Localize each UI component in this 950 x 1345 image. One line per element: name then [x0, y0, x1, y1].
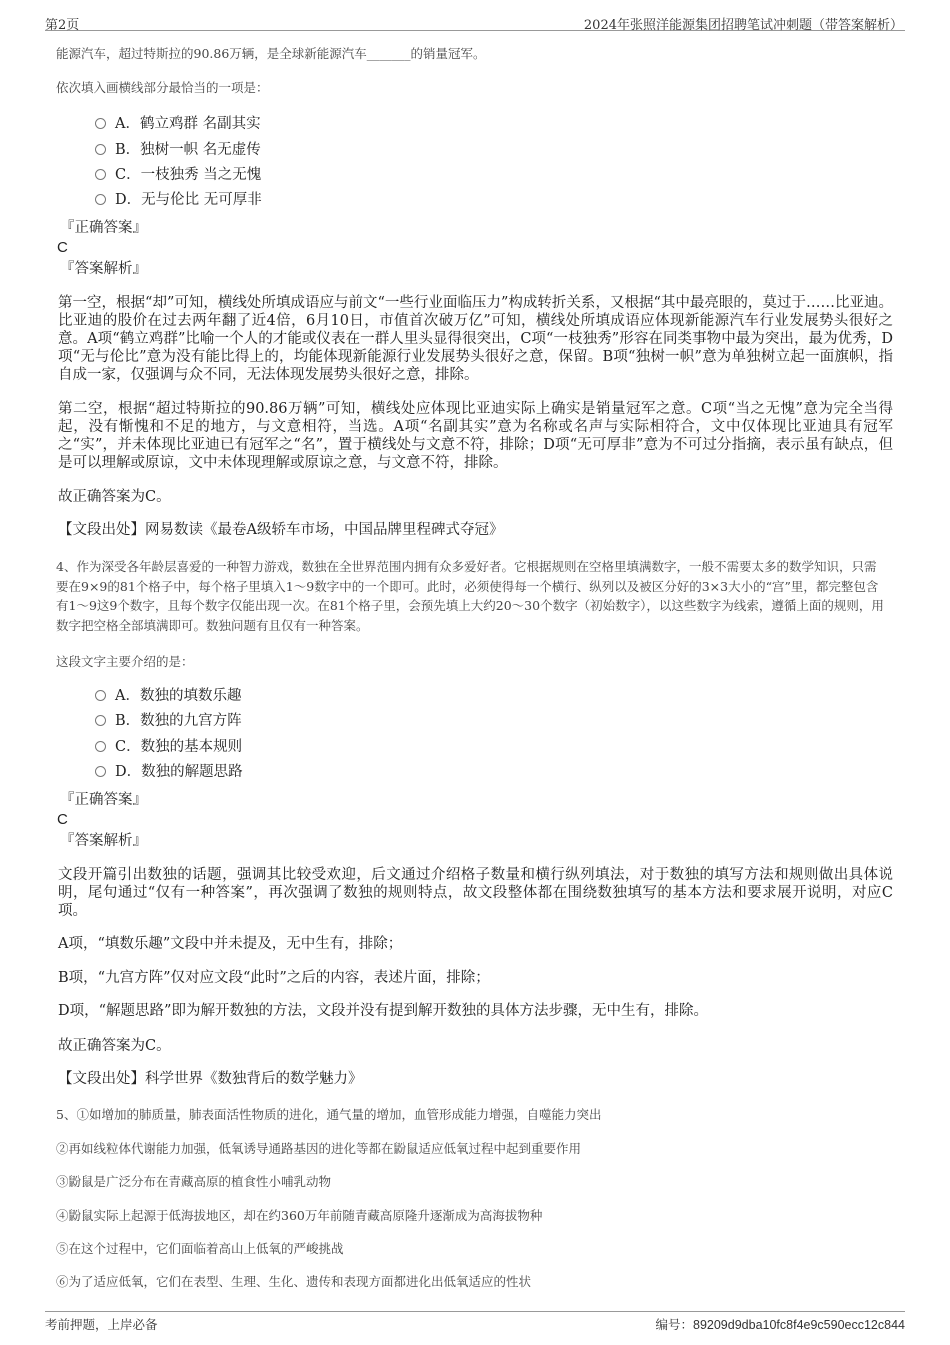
q3-source: 【文段出处】网易数读《最卷A级轿车市场，中国品牌里程碑式夺冠》 — [58, 522, 504, 538]
q4-conclusion: 故正确答案为C。 — [58, 1038, 171, 1054]
q3-analysis-paragraph-2: 第二空，根据“超过特斯拉的90.86万辆”可知，横线处应体现比亚迪实际上确实是销量冠军之意。C项“当之无愧”意为完全当得起，没有惭愧和不足的地方，与文意相符，当选。A项“名副其实”意为名称或名声与实际相符合，文中仅体现比亚迪具有冠军之“实”，并未体现比亚迪已有冠军之“名”，置于横线处与文意不符，排除；D项“无可厚非”意为不可过分指摘，表示虽有缺点，但是可以理解或原谅，文中未体现理解或原谅之意，与文意不符，排除。 — [58, 401, 893, 471]
q3-stem-tail: 能源汽车，超过特斯拉的90.86万辆，是全球新能源汽车_______的销量冠军。 — [56, 46, 486, 61]
q3-answer: C — [57, 239, 68, 256]
q4-analysis-label: 『答案解析』 — [60, 833, 147, 849]
q4-option-b[interactable]: B．数独的九宫方阵 — [95, 711, 242, 731]
q5-sentence-2: ②再如线粒体代谢能力加强，低氧诱导通路基因的进化等都在鼢鼠适应低氧过程中起到重要作用 — [56, 1141, 582, 1156]
q4-analysis-a: A项，“填数乐趣”文段中并未提及，无中生有，排除； — [58, 936, 403, 952]
q3-analysis-paragraph-1: 第一空，根据“却”可知，横线处所填成语应与前文“一些行业面临压力”构成转折关系，又根据“其中最亮眼的，莫过于……比亚迪。比亚迪的股价在过去两年翻了近4倍，6月10日，市值首次破万亿”可知，横线处所填成语应体现新能源汽车行业发展势头很好之意。A项“鹤立鸡群”比喻一个人的才能或仪表在一群人里头显得很突出，C项“一枝独秀”形容在同类事物中最为突出，最为优秀，D项“无与伦比”意为没有能比得上的，均能体现新能源行业发展势头很好之意，保留。B项“独树一帜”意为单独树立起一面旗帜，指自成一家，仅强调与众不同，无法体现发展势头很好之意，排除。 — [58, 295, 893, 383]
q4-answer: C — [57, 811, 68, 828]
q4-option-c[interactable]: C．数独的基本规则 — [95, 737, 242, 757]
footer-slogan: 考前押题，上岸必备 — [45, 1317, 158, 1332]
q4-prompt: 这段文字主要介绍的是： — [56, 654, 194, 669]
q5-sentence-1: 5、①如增加的肺质量，肺表面活性物质的进化，通气量的增加，血管形成能力增强，自噬能力突出 — [56, 1107, 602, 1122]
q3-analysis-label: 『答案解析』 — [60, 261, 147, 277]
radio-icon[interactable] — [95, 741, 106, 752]
page-number: 第2页 — [45, 18, 80, 33]
q4-option-d[interactable]: D．数独的解题思路 — [95, 762, 243, 782]
q3-option-b[interactable]: B．独树一帜 名无虚传 — [95, 140, 261, 160]
radio-icon[interactable] — [95, 118, 106, 129]
q3-prompt: 依次填入画横线部分最恰当的一项是： — [56, 80, 269, 95]
radio-icon[interactable] — [95, 169, 106, 180]
document-title: 2024年张照洋能源集团招聘笔试冲刺题（带答案解析） — [583, 18, 903, 33]
q5-sentence-3: ③鼢鼠是广泛分布在青藏高原的植食性小哺乳动物 — [56, 1174, 332, 1189]
q3-answer-label: 『正确答案』 — [60, 220, 147, 236]
q4-source: 【文段出处】科学世界《数独背后的数学魅力》 — [58, 1071, 363, 1087]
q5-sentence-6: ⑥为了适应低氧，它们在表型、生理、生化、遗传和表现方面都进化出低氧适应的性状 — [56, 1274, 532, 1289]
q3-option-d[interactable]: D．无与伦比 无可厚非 — [95, 190, 262, 210]
document-code: 编号：89209d9dba10fc8f4e9c590ecc12c844 — [655, 1318, 905, 1332]
q3-option-c[interactable]: C．一枝独秀 当之无愧 — [95, 165, 261, 185]
q4-analysis-paragraph-1: 文段开篇引出数独的话题，强调其比较受欢迎，后文通过介绍格子数量和横行纵列填法，对于数独的填写方法和规则做出具体说明，尾句通过“仅有一种答案”，再次强调了数独的规则特点，故文段整体都在围绕数独填写的基本方法和要求展开说明，对应C项。 — [58, 867, 893, 919]
q5-sentence-5: ⑤在这个过程中，它们面临着高山上低氧的严峻挑战 — [56, 1241, 344, 1256]
radio-icon[interactable] — [95, 690, 106, 701]
radio-icon[interactable] — [95, 766, 106, 777]
page-header — [45, 10, 905, 31]
q3-option-a[interactable]: A．鹤立鸡群 名副其实 — [95, 114, 261, 134]
q4-analysis-b: B项，“九宫方阵”仅对应文段“此时”之后的内容，表述片面，排除； — [58, 970, 490, 986]
q4-option-a[interactable]: A．数独的填数乐趣 — [95, 686, 241, 706]
radio-icon[interactable] — [95, 144, 106, 155]
q5-sentence-4: ④鼢鼠实际上起源于低海拔地区，却在约360万年前随青藏高原隆升逐渐成为高海拔物种 — [56, 1208, 543, 1223]
page-footer — [45, 1311, 905, 1332]
radio-icon[interactable] — [95, 715, 106, 726]
radio-icon[interactable] — [95, 194, 106, 205]
q3-conclusion: 故正确答案为C。 — [58, 489, 171, 505]
q4-stem: 4、作为深受各年龄层喜爱的一种智力游戏，数独在全世界范围内拥有众多爱好者。它根据规则在空格里填满数字，一般不需要太多的数学知识，只需要在9×9的81个格子中，每个格子里填入1～9数字中的一个即可。此时，必须使得每一个横行、纵列以及被区分好的3×3大小的“宫”里，都完整包含有1～9这9个数字，且每个数字仅能出现一次。在81个格子里，会预先填上大约20～30个数字（初始数字），以这些数字为线索，遵循上面的规则，用数字把空格全部填满即可。数独问题有且仅有一种答案。 — [56, 559, 884, 633]
q4-analysis-d: D项，“解题思路”即为解开数独的方法，文段并没有提到解开数独的具体方法步骤，无中生有，排除。 — [58, 1003, 708, 1019]
q4-answer-label: 『正确答案』 — [60, 792, 147, 808]
